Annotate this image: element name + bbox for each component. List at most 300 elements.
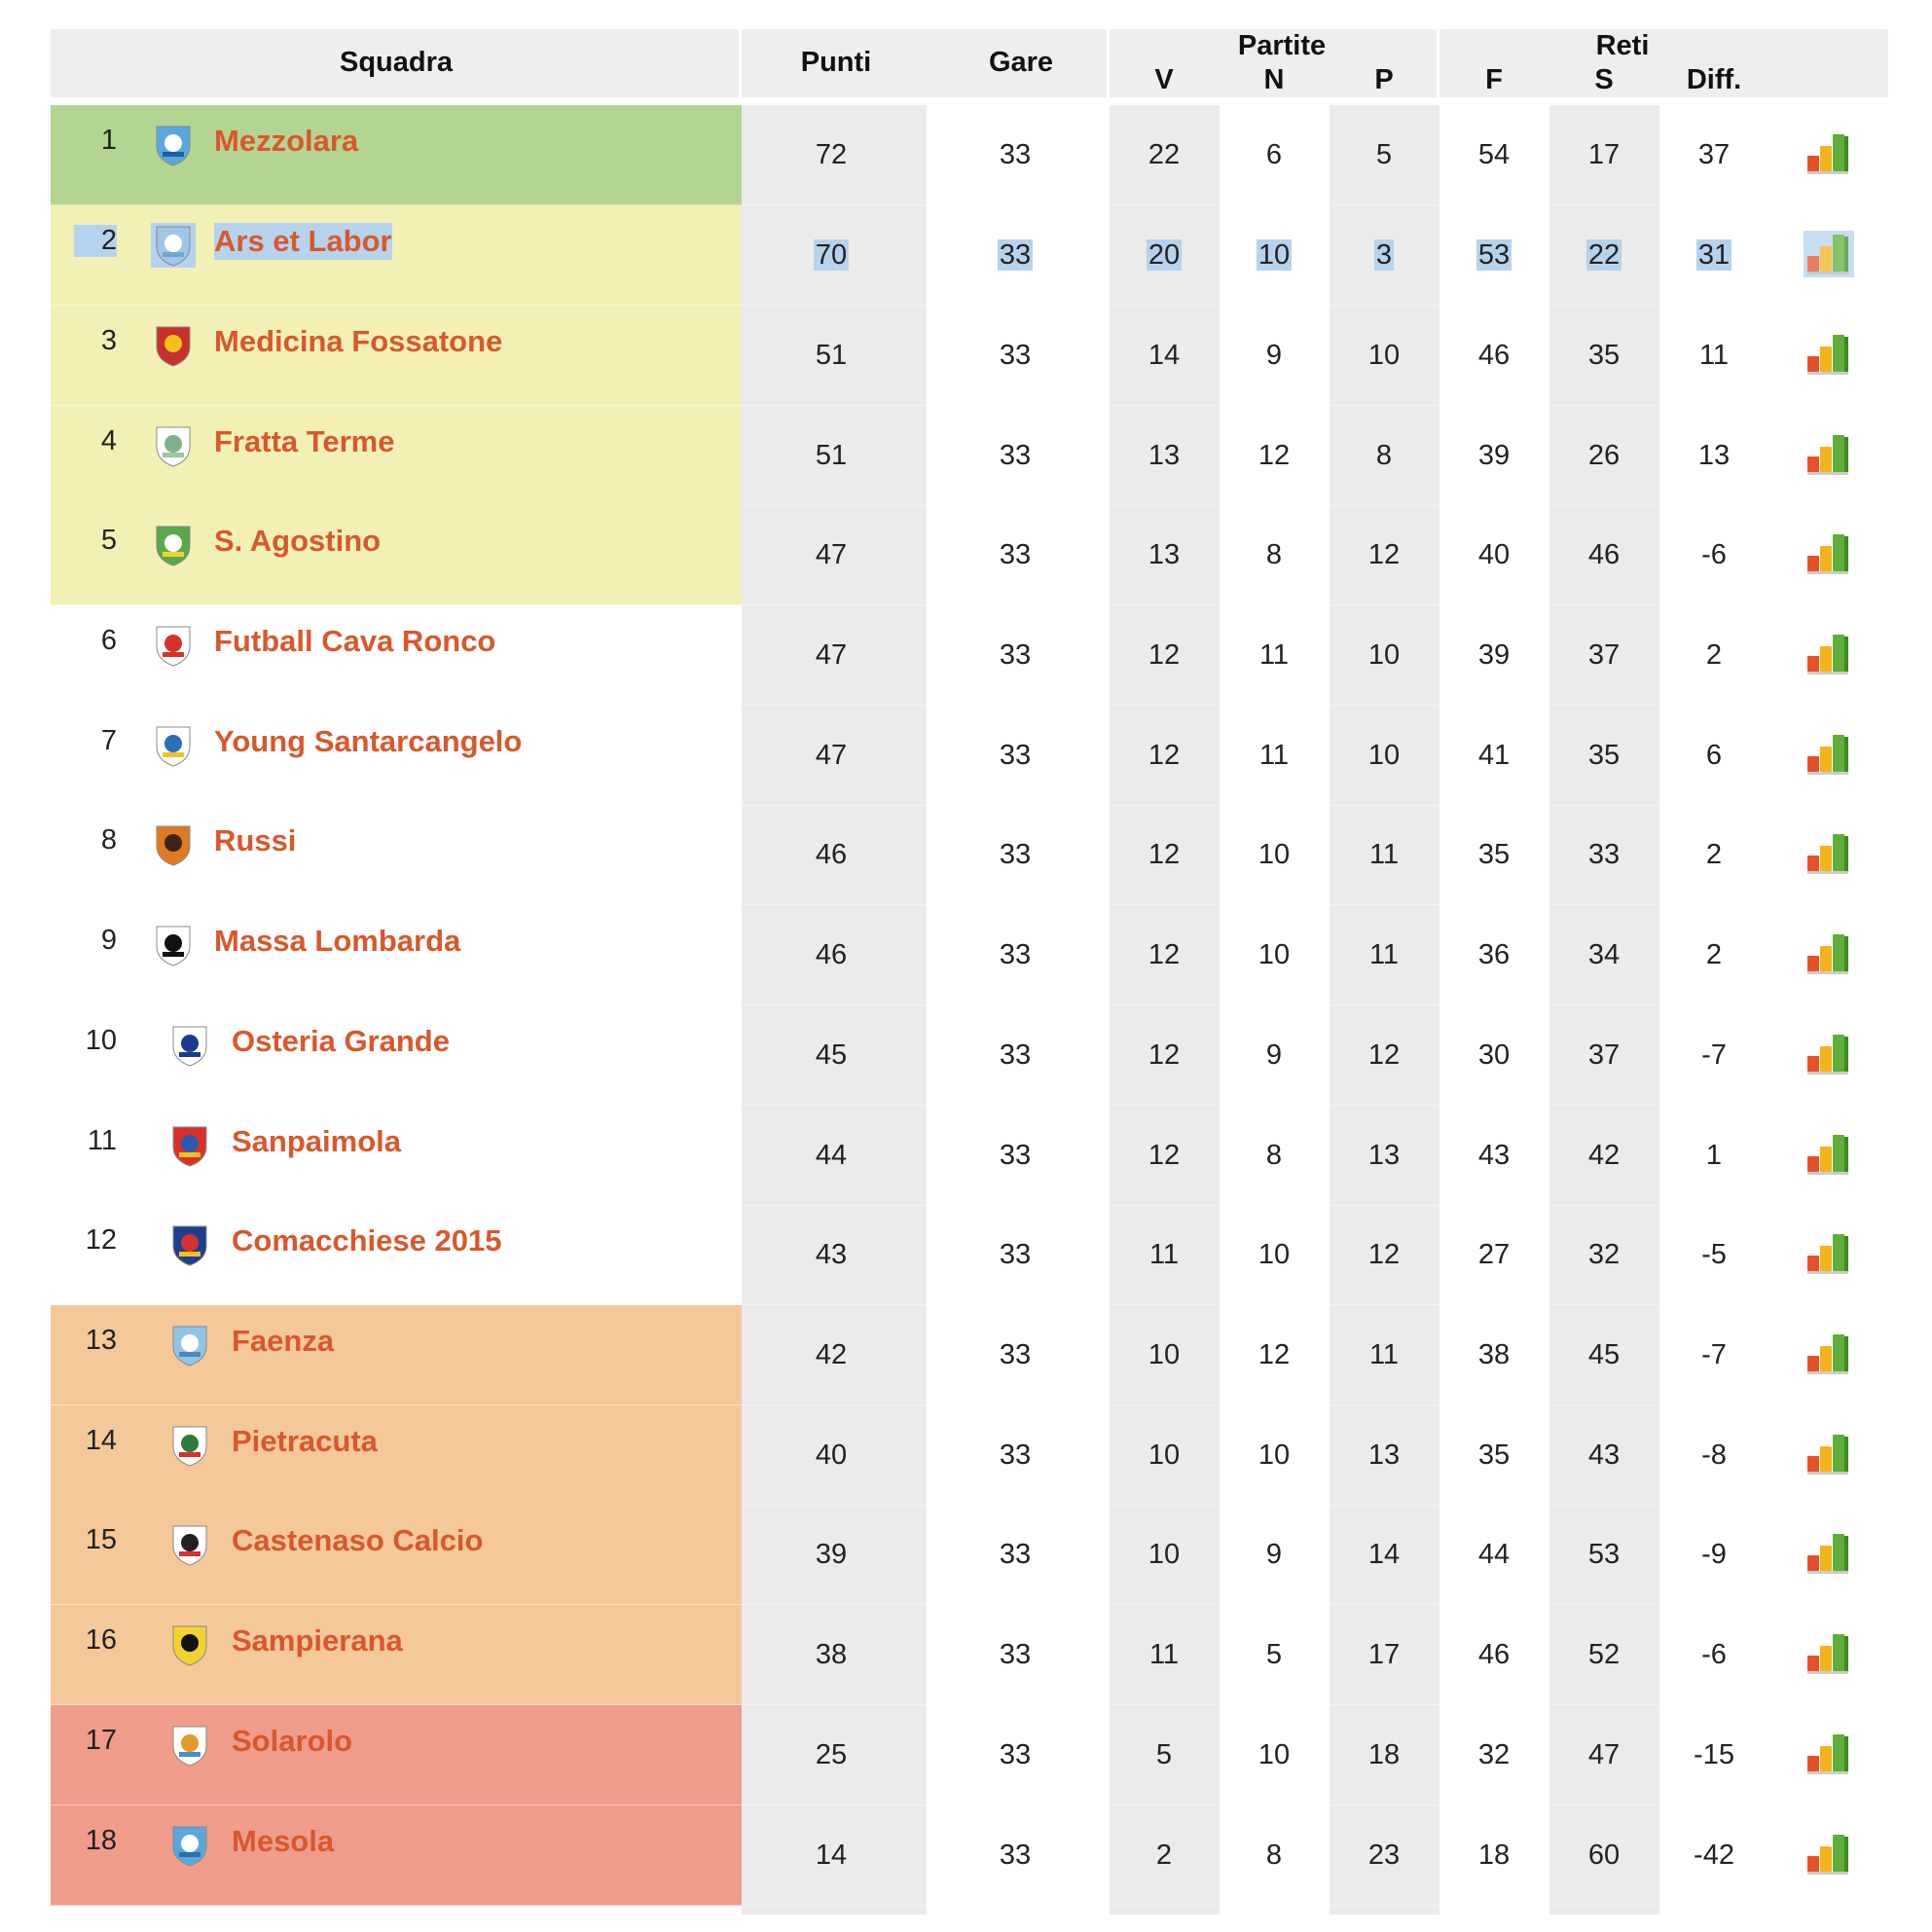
cell-gare-value: 33 [999, 1539, 1032, 1570]
cell-punti-value: 46 [815, 939, 848, 970]
cell-n [1235, 836, 1313, 873]
russi-crest-icon[interactable] [151, 822, 196, 867]
table-row[interactable] [51, 1605, 1888, 1705]
team-name-link[interactable]: Futball Cava Ronco [214, 624, 496, 658]
cell-n [1235, 1536, 1313, 1573]
cell-diff-value: 6 [1705, 740, 1723, 771]
cell-p [1345, 136, 1423, 173]
team-name-link[interactable]: Comacchiese 2015 [232, 1223, 502, 1258]
header-v[interactable]: V [1154, 64, 1174, 95]
comacchiese-crest-icon[interactable] [167, 1222, 212, 1267]
cell-v [1125, 1437, 1203, 1474]
cell-diff [1675, 536, 1753, 573]
cell-s [1565, 1037, 1643, 1074]
position-number: 10 [85, 1025, 117, 1056]
cell-p-value: 23 [1367, 1840, 1401, 1871]
cell-diff [1675, 1437, 1753, 1474]
cell-f-value: 54 [1477, 139, 1511, 170]
team-name-link[interactable]: Faenza [232, 1324, 335, 1358]
cell-punti-value: 38 [815, 1639, 848, 1670]
cell-punti-value: 51 [815, 440, 848, 471]
cell-s-value: 26 [1587, 440, 1621, 471]
cell-gare [976, 1037, 1054, 1074]
cell-gare-value: 33 [999, 1440, 1032, 1471]
table-row[interactable] [51, 706, 1888, 806]
cell-gare-value: 33 [999, 839, 1032, 870]
position-number: 17 [85, 1725, 117, 1756]
cell-diff [1675, 1336, 1753, 1373]
cell-p-value: 11 [1368, 939, 1400, 970]
cell-diff-value: -7 [1701, 1339, 1727, 1370]
zone-highlight [51, 1805, 742, 1906]
trend-chart-icon[interactable] [1804, 130, 1854, 177]
cell-f-value: 32 [1477, 1739, 1511, 1770]
trend-chart-icon[interactable] [1804, 1131, 1854, 1178]
cell-v [1125, 136, 1203, 173]
team-name-link[interactable]: Sanpaimola [232, 1124, 401, 1158]
cell-n [1235, 637, 1313, 674]
ars-et-labor-crest-icon[interactable] [151, 223, 196, 268]
medicina-fossatone-crest-icon[interactable] [151, 323, 196, 368]
cell-diff [1675, 437, 1753, 474]
cell-f-value: 43 [1477, 1140, 1511, 1171]
pietracuta-crest-icon[interactable] [167, 1423, 212, 1468]
cell-punti [792, 237, 870, 273]
cell-diff-value: 31 [1697, 239, 1731, 271]
cell-f-value: 35 [1477, 839, 1511, 870]
cell-punti [792, 836, 870, 873]
table-row[interactable] [51, 1805, 1888, 1906]
sampierana-crest-icon[interactable] [167, 1622, 212, 1667]
cell-diff-value: 2 [1705, 939, 1723, 970]
cell-gare [976, 1236, 1054, 1273]
cell-n-value: 10 [1258, 1239, 1291, 1270]
cell-s-value: 42 [1587, 1140, 1621, 1171]
trend-chart-icon[interactable] [1804, 231, 1854, 277]
sanpaimola-crest-icon[interactable] [167, 1123, 212, 1168]
cell-s [1565, 337, 1643, 374]
cell-n [1235, 1636, 1313, 1673]
cell-p [1345, 337, 1423, 374]
header-partite: Partite [1237, 30, 1327, 61]
cell-v-value: 12 [1148, 740, 1181, 771]
team-name-link[interactable]: Castenaso Calcio [232, 1523, 484, 1557]
cell-s-value: 43 [1587, 1440, 1621, 1471]
cell-p [1345, 1437, 1423, 1474]
cell-v [1125, 437, 1203, 474]
cell-n [1235, 337, 1313, 374]
cell-punti-value: 72 [815, 139, 848, 170]
cell-v [1125, 737, 1203, 774]
position-number: 6 [100, 625, 117, 656]
cell-p-value: 11 [1368, 1339, 1400, 1370]
cell-n-value: 9 [1265, 340, 1283, 371]
cell-n-value: 8 [1265, 1140, 1283, 1171]
cell-gare-value: 33 [999, 740, 1032, 771]
cell-diff [1675, 1736, 1753, 1773]
cell-diff-value: -42 [1694, 1840, 1734, 1871]
cell-p [1345, 1236, 1423, 1273]
header-gare[interactable]: Gare [988, 47, 1054, 78]
cell-gare-value: 33 [999, 1639, 1032, 1670]
cell-punti [792, 1636, 870, 1673]
solarolo-crest-icon[interactable] [167, 1723, 212, 1768]
cell-v [1125, 1837, 1203, 1874]
cell-s [1565, 936, 1643, 973]
cell-diff [1675, 936, 1753, 973]
cell-p-value: 14 [1367, 1539, 1401, 1570]
team-name-link[interactable]: Ars et Labor [214, 224, 392, 258]
cell-punti-value: 25 [815, 1739, 848, 1770]
cell-s [1565, 136, 1643, 173]
header-n[interactable]: N [1263, 64, 1285, 95]
cell-gare [976, 1536, 1054, 1573]
cell-v [1125, 1636, 1203, 1673]
cell-f-value: 39 [1477, 440, 1511, 471]
cell-diff-value: -6 [1701, 1639, 1727, 1670]
cell-v-value: 12 [1148, 939, 1181, 970]
cell-punti-value: 47 [815, 639, 848, 671]
faenza-crest-icon[interactable] [167, 1323, 212, 1367]
cell-s-value: 17 [1587, 139, 1621, 170]
cell-gare-value: 33 [999, 1140, 1032, 1171]
cell-s-value: 47 [1587, 1739, 1621, 1770]
team-name-link[interactable]: Pietracuta [232, 1424, 378, 1458]
cell-s [1565, 1236, 1643, 1273]
position-number: 15 [85, 1524, 117, 1555]
cell-v [1125, 1236, 1203, 1273]
cell-punti-value: 40 [815, 1440, 848, 1471]
trend-chart-icon[interactable] [1804, 1831, 1854, 1877]
cell-n [1235, 1837, 1313, 1874]
header-diff[interactable]: Diff. [1686, 64, 1742, 95]
cell-p [1345, 1336, 1423, 1373]
cell-p-value: 18 [1367, 1739, 1401, 1770]
mezzolara-crest-icon[interactable] [151, 123, 196, 167]
cell-gare-value: 33 [999, 340, 1032, 371]
cell-p [1345, 1837, 1423, 1874]
cell-diff-value: 37 [1697, 139, 1731, 170]
cell-v-value: 10 [1148, 1440, 1181, 1471]
cell-gare [976, 1437, 1054, 1474]
cell-v-value: 11 [1148, 1639, 1180, 1670]
header-reti: Reti [1595, 30, 1650, 61]
cell-v-value: 13 [1148, 539, 1181, 570]
cell-gare-value: 33 [999, 440, 1032, 471]
cell-v-value: 10 [1148, 1339, 1181, 1370]
table-row[interactable] [51, 505, 1888, 605]
cell-p [1345, 437, 1423, 474]
cell-v-value: 13 [1148, 440, 1181, 471]
team-name-link[interactable]: Mezzolara [214, 124, 359, 158]
trend-chart-icon[interactable] [1804, 1431, 1854, 1477]
table-row[interactable] [51, 1305, 1888, 1405]
cell-punti-value: 43 [815, 1239, 848, 1270]
cell-p [1345, 1736, 1423, 1773]
cell-punti-value: 45 [815, 1039, 848, 1071]
trend-chart-icon[interactable] [1804, 1230, 1854, 1277]
cell-punti [792, 637, 870, 674]
team-name-link[interactable]: Medicina Fossatone [214, 324, 503, 358]
cell-gare [976, 1137, 1054, 1174]
cell-diff-value: -7 [1701, 1039, 1727, 1071]
cell-p-value: 12 [1367, 1039, 1401, 1071]
cell-gare-value: 33 [999, 139, 1032, 170]
cell-gare [976, 136, 1054, 173]
header-gap [1767, 97, 1888, 100]
cell-n-value: 11 [1258, 639, 1290, 671]
team-name-link[interactable]: Osteria Grande [232, 1024, 450, 1058]
cell-v-value: 14 [1148, 340, 1181, 371]
cell-f [1455, 237, 1533, 273]
cell-s [1565, 737, 1643, 774]
header-punti[interactable]: Punti [800, 47, 872, 78]
cell-s-value: 33 [1587, 839, 1621, 870]
cell-v-value: 12 [1148, 839, 1181, 870]
cell-gare-value: 33 [999, 1840, 1032, 1871]
trend-chart-icon[interactable] [1804, 930, 1854, 977]
cell-p [1345, 737, 1423, 774]
cell-punti [792, 1336, 870, 1373]
trend-chart-icon[interactable] [1804, 530, 1854, 577]
cell-gare-value: 33 [999, 939, 1032, 970]
cell-punti [792, 737, 870, 774]
cell-p-value: 3 [1375, 239, 1393, 271]
table-row[interactable] [51, 1205, 1888, 1305]
trend-chart-icon[interactable] [1804, 1331, 1854, 1377]
table-row[interactable] [51, 1405, 1888, 1506]
cell-f-value: 44 [1477, 1539, 1511, 1570]
cell-punti-value: 70 [815, 239, 848, 271]
cell-s-value: 53 [1587, 1539, 1621, 1570]
massa-lombarda-crest-icon[interactable] [151, 923, 196, 967]
cell-n-value: 10 [1258, 839, 1291, 870]
cell-s-value: 22 [1587, 239, 1621, 271]
table-row[interactable] [51, 905, 1888, 1005]
cell-v [1125, 836, 1203, 873]
cell-punti-value: 42 [815, 1339, 848, 1370]
table-row[interactable] [51, 605, 1888, 706]
cell-diff-value: 2 [1705, 839, 1723, 870]
trend-chart-icon[interactable] [1804, 631, 1854, 677]
header-separator [1107, 29, 1110, 97]
cell-s-value: 34 [1587, 939, 1621, 970]
mesola-crest-icon[interactable] [167, 1823, 212, 1868]
cell-n [1235, 437, 1313, 474]
cell-punti [792, 536, 870, 573]
cell-diff [1675, 1636, 1753, 1673]
fratta-terme-crest-icon[interactable] [151, 423, 196, 468]
trend-chart-icon[interactable] [1804, 1731, 1854, 1777]
cell-f-value: 30 [1477, 1039, 1511, 1071]
cell-v [1125, 536, 1203, 573]
cell-punti-value: 39 [815, 1539, 848, 1570]
table-row[interactable] [51, 805, 1888, 905]
cell-diff-value: -15 [1694, 1739, 1734, 1770]
cell-p-value: 10 [1367, 639, 1401, 671]
cell-f [1455, 836, 1533, 873]
cell-f [1455, 536, 1533, 573]
table-row[interactable] [51, 306, 1888, 406]
cell-s [1565, 437, 1643, 474]
cell-p [1345, 836, 1423, 873]
cell-n-value: 6 [1265, 139, 1283, 170]
cell-punti-value: 47 [815, 539, 848, 570]
trend-chart-icon[interactable] [1804, 1630, 1854, 1677]
position-number: 7 [100, 725, 117, 756]
position-number: 9 [100, 925, 117, 956]
castenaso-calcio-crest-icon[interactable] [167, 1522, 212, 1567]
cell-punti-value: 44 [815, 1140, 848, 1171]
cell-p-value: 5 [1375, 139, 1393, 170]
cell-gare [976, 237, 1054, 273]
trend-chart-icon[interactable] [1804, 830, 1854, 877]
position-number: 13 [85, 1325, 117, 1356]
cell-p [1345, 237, 1423, 273]
cell-punti [792, 1037, 870, 1074]
cell-diff [1675, 136, 1753, 173]
table-row[interactable] [51, 205, 1888, 306]
cell-punti-value: 51 [815, 340, 848, 371]
cell-n-value: 12 [1258, 440, 1291, 471]
team-name-link[interactable]: Mesola [232, 1824, 335, 1858]
cell-f [1455, 1837, 1533, 1874]
team-name-link[interactable]: Young Santarcangelo [214, 724, 523, 758]
cell-punti-value: 14 [815, 1840, 848, 1871]
cell-n [1235, 1236, 1313, 1273]
table-row[interactable] [51, 406, 1888, 506]
cell-s-value: 35 [1587, 740, 1621, 771]
cell-n-value: 5 [1265, 1639, 1283, 1670]
trend-chart-icon[interactable] [1804, 731, 1854, 778]
cell-diff [1675, 836, 1753, 873]
trend-chart-icon[interactable] [1804, 1530, 1854, 1577]
cell-p-value: 8 [1375, 440, 1393, 471]
cell-f [1455, 1736, 1533, 1773]
cell-p-value: 10 [1367, 340, 1401, 371]
header-squadra[interactable]: Squadra [339, 47, 454, 78]
cell-punti-value: 47 [815, 740, 848, 771]
position-number: 16 [85, 1624, 117, 1656]
cell-n [1235, 1336, 1313, 1373]
team-name-link[interactable]: Fratta Terme [214, 424, 395, 458]
cell-v-value: 22 [1148, 139, 1181, 170]
cell-diff [1675, 737, 1753, 774]
trend-chart-icon[interactable] [1804, 331, 1854, 378]
position-number: 4 [100, 425, 117, 456]
cell-v [1125, 936, 1203, 973]
cell-diff-value: -5 [1701, 1239, 1727, 1270]
header-separator [1437, 29, 1440, 97]
cell-p [1345, 1137, 1423, 1174]
header-p[interactable]: P [1374, 64, 1394, 95]
header-s[interactable]: S [1594, 64, 1614, 95]
table-row[interactable] [51, 1505, 1888, 1605]
cell-diff [1675, 337, 1753, 374]
cell-f [1455, 1636, 1533, 1673]
futball-cava-ronco-crest-icon[interactable] [151, 623, 196, 668]
cell-v-value: 5 [1155, 1739, 1173, 1770]
cell-punti [792, 136, 870, 173]
table-row[interactable] [51, 1705, 1888, 1805]
cell-s-value: 32 [1587, 1239, 1621, 1270]
team-name-link[interactable]: S. Agostino [214, 524, 382, 558]
cell-f [1455, 1037, 1533, 1074]
cell-gare-value: 33 [999, 239, 1032, 271]
header-gap [1437, 97, 1767, 103]
cell-f-value: 36 [1477, 939, 1511, 970]
cell-n-value: 9 [1265, 1539, 1283, 1570]
table-row[interactable] [51, 1005, 1888, 1106]
position-number: 2 [74, 225, 117, 257]
cell-s [1565, 1837, 1643, 1874]
cell-gare [976, 437, 1054, 474]
cell-n-value: 10 [1258, 1739, 1291, 1770]
cell-s-value: 35 [1587, 340, 1621, 371]
cell-p [1345, 936, 1423, 973]
cell-punti [792, 1137, 870, 1174]
cell-n [1235, 237, 1313, 273]
cell-f-value: 27 [1477, 1239, 1511, 1270]
zone-highlight [51, 1705, 742, 1805]
cell-s-value: 60 [1587, 1840, 1621, 1871]
cell-v-value: 10 [1148, 1539, 1181, 1570]
cell-s [1565, 637, 1643, 674]
cell-n [1235, 1736, 1313, 1773]
cell-gare-value: 33 [999, 539, 1032, 570]
trend-chart-icon[interactable] [1804, 431, 1854, 478]
team-name-link[interactable]: Sampierana [232, 1623, 403, 1658]
cell-v-value: 12 [1148, 1140, 1181, 1171]
cell-n-value: 8 [1265, 539, 1283, 570]
cell-n-value: 12 [1258, 1339, 1291, 1370]
team-name-link[interactable]: Russi [214, 823, 297, 857]
trend-chart-icon[interactable] [1804, 1031, 1854, 1077]
s-agostino-crest-icon[interactable] [151, 523, 196, 567]
cell-f-value: 39 [1477, 639, 1511, 671]
cell-f [1455, 936, 1533, 973]
cell-v-value: 2 [1155, 1840, 1173, 1871]
cell-v [1125, 1336, 1203, 1373]
table-row[interactable] [51, 105, 1888, 205]
cell-punti [792, 1437, 870, 1474]
young-santarcangelo-crest-icon[interactable] [151, 723, 196, 768]
table-row[interactable] [51, 1106, 1888, 1206]
cell-n-value: 11 [1258, 740, 1290, 771]
cell-gare [976, 637, 1054, 674]
header-f[interactable]: F [1485, 64, 1503, 95]
cell-f-value: 41 [1477, 740, 1511, 771]
cell-n [1235, 1437, 1313, 1474]
cell-f-value: 46 [1477, 1639, 1511, 1670]
cell-v [1125, 1037, 1203, 1074]
cell-s-value: 46 [1587, 539, 1621, 570]
team-name-link[interactable]: Massa Lombarda [214, 924, 461, 958]
cell-diff [1675, 1037, 1753, 1074]
cell-s [1565, 536, 1643, 573]
cell-p-value: 13 [1367, 1140, 1401, 1171]
team-name-link[interactable]: Solarolo [232, 1724, 353, 1758]
cell-diff [1675, 1837, 1753, 1874]
position-number: 18 [85, 1825, 117, 1856]
position-number: 1 [100, 125, 117, 156]
osteria-grande-crest-icon[interactable] [167, 1023, 212, 1068]
cell-f-value: 46 [1477, 340, 1511, 371]
cell-f-value: 18 [1477, 1840, 1511, 1871]
cell-punti [792, 337, 870, 374]
cell-punti-value: 46 [815, 839, 848, 870]
cell-gare [976, 337, 1054, 374]
